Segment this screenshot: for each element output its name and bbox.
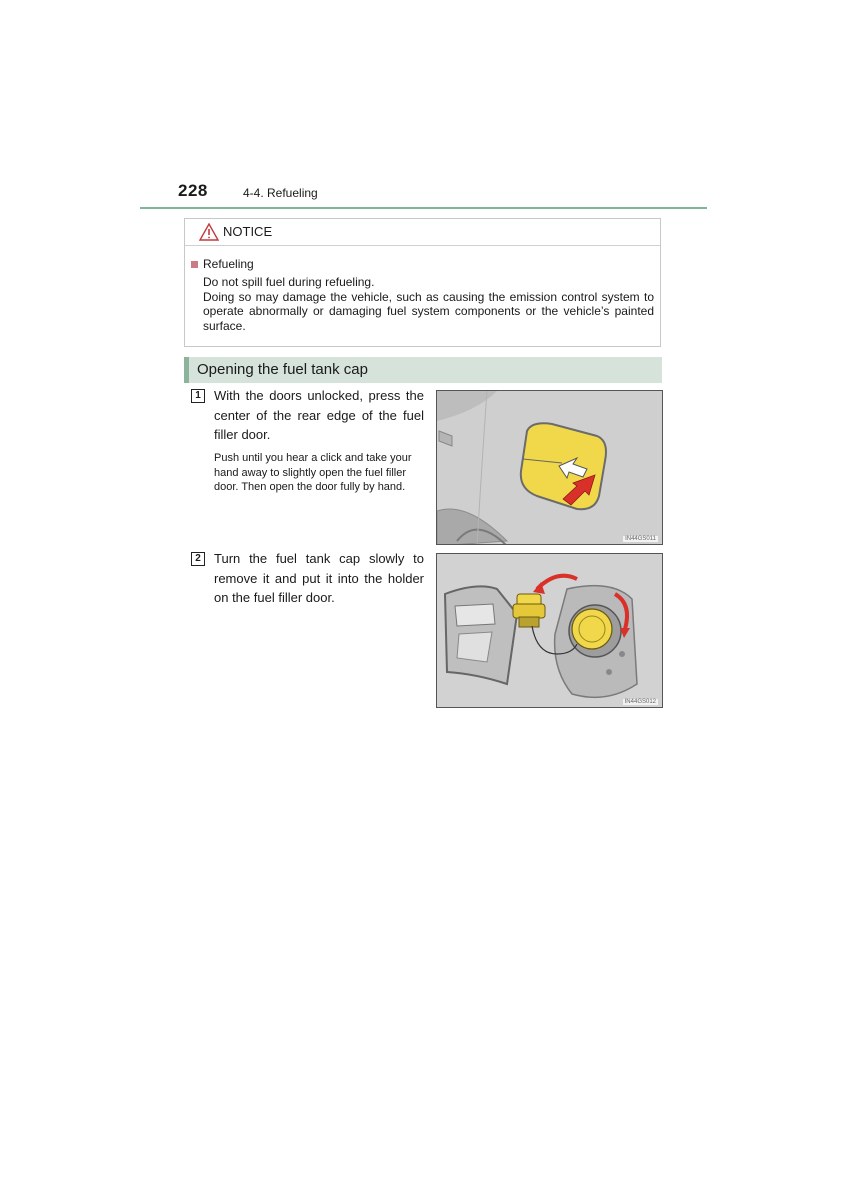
step-2-number: 2	[191, 552, 205, 566]
notice-subhead: Refueling	[203, 257, 254, 271]
notice-label: NOTICE	[223, 224, 273, 239]
step-1-text: With the doors unlocked, press the center of the rear edge of the fuel filler door.	[214, 388, 424, 442]
bullet-square	[191, 261, 198, 268]
step-1-number: 1	[191, 389, 205, 403]
notice-body	[203, 275, 654, 333]
section-title: 4-4. Refueling	[243, 186, 318, 200]
warning-icon	[199, 223, 219, 241]
figure-1-code: IN44GS011	[625, 536, 656, 542]
figure-2-code: IN44GS012	[624, 699, 656, 705]
step-2-text: Turn the fuel tank cap slowly to remove it and put it into the holder on the fuel filler door.	[214, 551, 424, 605]
header-rule	[140, 207, 707, 209]
notice-line-1: Do not spill fuel during refueling.	[203, 275, 375, 289]
notice-line-2: Doing so may damage the vehicle, such as causing the emission control system to operate abnormally or damaging fuel system components or the vehicle’s painted surface.	[203, 289, 654, 333]
notice-box	[184, 218, 661, 347]
section-heading: Opening the fuel tank cap	[197, 361, 368, 378]
notice-header	[185, 219, 660, 246]
figure-fuel-tank-cap	[436, 553, 663, 708]
figure-fuel-filler-door	[436, 390, 663, 545]
step-1-note: Push until you hear a click and take your hand away to slightly open the fuel filler door. Then open the door fully by hand.	[214, 452, 412, 493]
section-heading-bar	[184, 357, 662, 383]
page-number: 228	[178, 181, 208, 200]
